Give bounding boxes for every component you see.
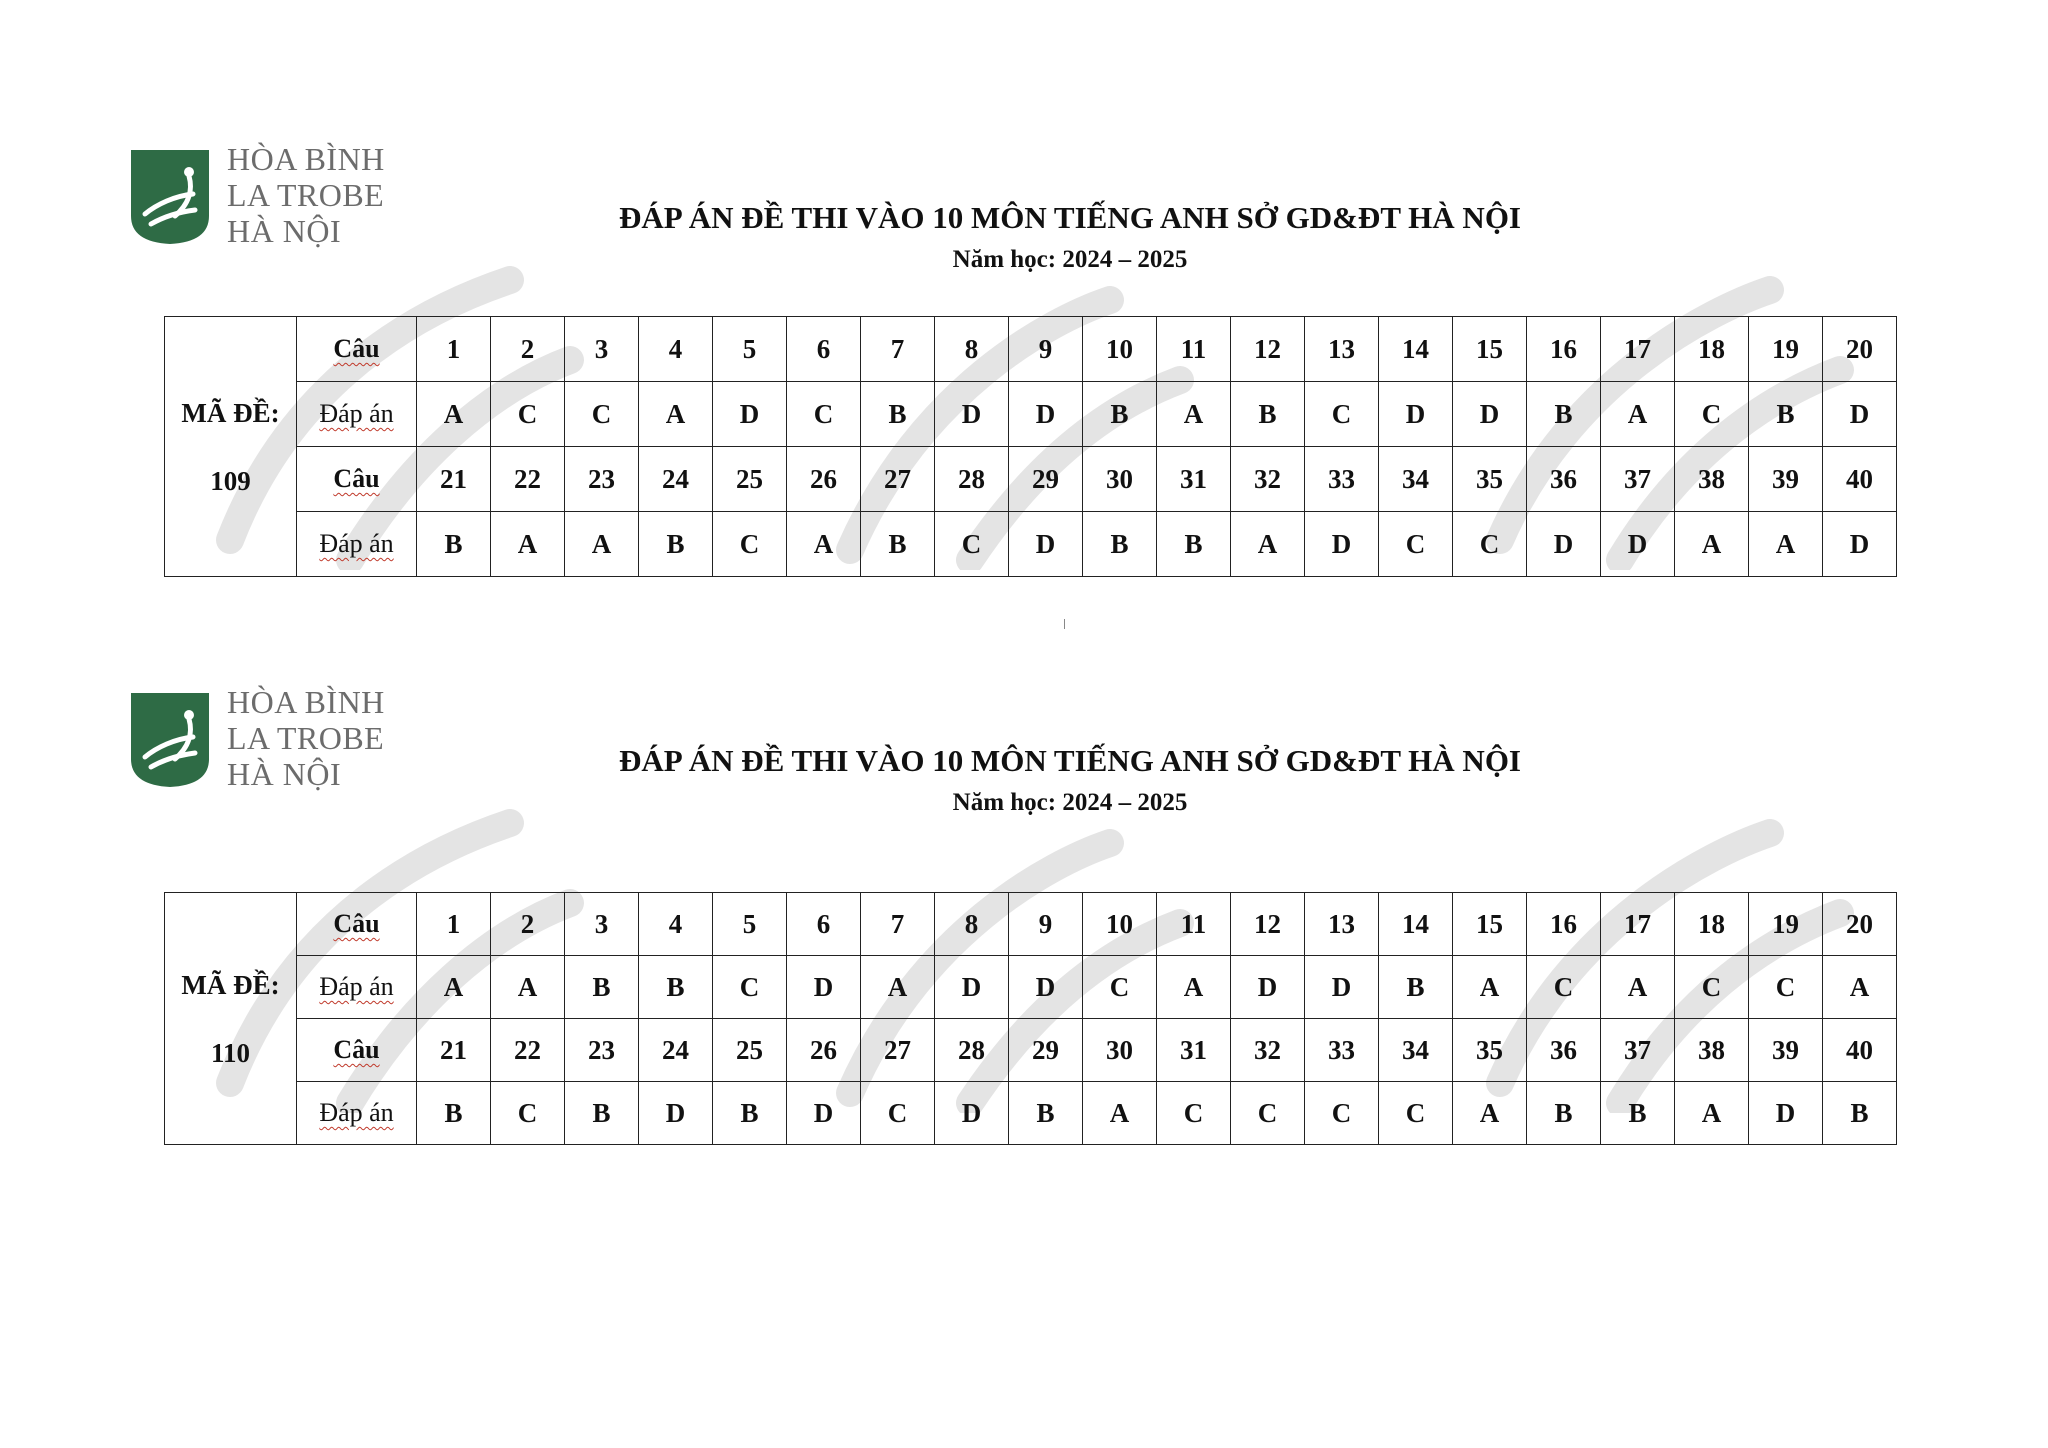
answer-cell: C: [565, 382, 639, 447]
answer-table: [164, 892, 1897, 1145]
logo-line-1: HÒA BÌNH: [227, 684, 385, 720]
question-number-cell: 31: [1157, 447, 1231, 512]
answer-cell: C: [1379, 1082, 1453, 1145]
question-number-cell: 40: [1823, 1019, 1897, 1082]
question-number-cell: 26: [787, 1019, 861, 1082]
answer-cell: D: [713, 382, 787, 447]
answer-cell: B: [639, 512, 713, 577]
answer-label-text: Đáp án: [319, 529, 394, 558]
question-number-cell: 38: [1675, 447, 1749, 512]
answer-cell: D: [1749, 1082, 1823, 1145]
answer-cell: C: [787, 382, 861, 447]
question-number-cell: 23: [565, 1019, 639, 1082]
question-number-cell: 2: [491, 893, 565, 956]
logo-line-3: HÀ NỘI: [227, 213, 342, 249]
question-label: [297, 317, 417, 382]
answer-label: [297, 1082, 417, 1145]
answer-cell: A: [1749, 512, 1823, 577]
answer-cell: A: [1453, 1082, 1527, 1145]
answer-cell: C: [1157, 1082, 1231, 1145]
answer-cell: A: [1675, 512, 1749, 577]
question-row: [165, 317, 1897, 382]
question-number-cell: 4: [639, 317, 713, 382]
answer-label-text: Đáp án: [319, 399, 394, 428]
answer-cell: A: [491, 512, 565, 577]
question-label: [297, 447, 417, 512]
answer-cell: C: [1305, 382, 1379, 447]
answer-cell: D: [935, 956, 1009, 1019]
answer-cell: C: [713, 956, 787, 1019]
answer-label: [297, 956, 417, 1019]
answer-cell: D: [639, 1082, 713, 1145]
question-number-cell: 36: [1527, 1019, 1601, 1082]
answer-cell: A: [1601, 382, 1675, 447]
answer-cell: D: [1009, 956, 1083, 1019]
question-number-cell: 8: [935, 317, 1009, 382]
answer-cell: A: [861, 956, 935, 1019]
question-number-cell: 18: [1675, 317, 1749, 382]
answer-cell: D: [1453, 382, 1527, 447]
answer-row: [165, 956, 1897, 1019]
document-title: ĐÁP ÁN ĐỀ THI VÀO 10 MÔN TIẾNG ANH SỞ GD&ĐT HÀ NỘI: [619, 200, 1521, 235]
answer-cell: B: [1231, 382, 1305, 447]
answer-cell: B: [417, 512, 491, 577]
question-number-cell: 39: [1749, 447, 1823, 512]
logo-line-2: LA TROBE: [227, 720, 385, 756]
question-number-cell: 5: [713, 317, 787, 382]
answer-cell: C: [491, 382, 565, 447]
question-number-cell: 40: [1823, 447, 1897, 512]
question-number-cell: 39: [1749, 1019, 1823, 1082]
answer-cell: D: [1823, 512, 1897, 577]
question-number-cell: 16: [1527, 893, 1601, 956]
answer-cell: B: [1749, 382, 1823, 447]
answer-cell: B: [1527, 382, 1601, 447]
document-title: ĐÁP ÁN ĐỀ THI VÀO 10 MÔN TIẾNG ANH SỞ GD&ĐT HÀ NỘI: [619, 743, 1521, 778]
answer-cell: C: [861, 1082, 935, 1145]
answer-label-text: Đáp án: [319, 972, 394, 1001]
exam-code-number: 110: [210, 1037, 250, 1068]
question-number-cell: 22: [491, 447, 565, 512]
answer-row: [165, 1082, 1897, 1145]
answer-cell: B: [1083, 382, 1157, 447]
question-number-cell: 15: [1453, 893, 1527, 956]
question-number-cell: 11: [1157, 317, 1231, 382]
question-number-cell: 3: [565, 317, 639, 382]
question-number-cell: 12: [1231, 893, 1305, 956]
logo-line-1: HÒA BÌNH: [227, 141, 385, 177]
exam-code-cell: [165, 893, 297, 1145]
question-number-cell: 28: [935, 1019, 1009, 1082]
answer-cell: B: [565, 956, 639, 1019]
question-number-cell: 17: [1601, 317, 1675, 382]
question-number-cell: 20: [1823, 893, 1897, 956]
question-number-cell: 16: [1527, 317, 1601, 382]
question-number-cell: 29: [1009, 1019, 1083, 1082]
answer-table: [164, 316, 1897, 577]
answer-cell: D: [1305, 956, 1379, 1019]
question-number-cell: 9: [1009, 893, 1083, 956]
question-number-cell: 18: [1675, 893, 1749, 956]
answer-cell: B: [417, 1082, 491, 1145]
question-number-cell: 11: [1157, 893, 1231, 956]
answer-cell: C: [713, 512, 787, 577]
answer-cell: D: [1527, 512, 1601, 577]
answer-cell: B: [861, 512, 935, 577]
question-label-text: Câu: [333, 464, 380, 493]
answer-cell: B: [1527, 1082, 1601, 1145]
answer-cell: A: [1157, 382, 1231, 447]
question-number-cell: 35: [1453, 447, 1527, 512]
answer-cell: C: [1527, 956, 1601, 1019]
answer-cell: C: [1305, 1082, 1379, 1145]
question-number-cell: 36: [1527, 447, 1601, 512]
question-number-cell: 15: [1453, 317, 1527, 382]
question-number-cell: 21: [417, 1019, 491, 1082]
question-number-cell: 19: [1749, 317, 1823, 382]
question-number-cell: 3: [565, 893, 639, 956]
question-number-cell: 28: [935, 447, 1009, 512]
school-year: Năm học: 2024 – 2025: [952, 789, 1188, 816]
answer-cell: D: [1379, 382, 1453, 447]
question-number-cell: 10: [1083, 893, 1157, 956]
question-number-cell: 5: [713, 893, 787, 956]
answer-cell: D: [935, 382, 1009, 447]
answer-label: [297, 512, 417, 577]
question-number-cell: 7: [861, 317, 935, 382]
answer-cell: A: [417, 382, 491, 447]
answer-cell: B: [1823, 1082, 1897, 1145]
answer-cell: C: [1675, 956, 1749, 1019]
question-number-cell: 33: [1305, 447, 1379, 512]
answer-cell: B: [1083, 512, 1157, 577]
question-number-cell: 35: [1453, 1019, 1527, 1082]
question-number-cell: 32: [1231, 1019, 1305, 1082]
answer-cell: B: [1157, 512, 1231, 577]
answer-cell: D: [1305, 512, 1379, 577]
answer-cell: B: [1379, 956, 1453, 1019]
question-row: [165, 447, 1897, 512]
question-number-cell: 38: [1675, 1019, 1749, 1082]
question-number-cell: 14: [1379, 893, 1453, 956]
question-number-cell: 19: [1749, 893, 1823, 956]
question-number-cell: 6: [787, 317, 861, 382]
answer-cell: A: [1083, 1082, 1157, 1145]
question-label-text: Câu: [333, 334, 380, 363]
answer-cell: B: [1601, 1082, 1675, 1145]
question-number-cell: 27: [861, 447, 935, 512]
question-number-cell: 17: [1601, 893, 1675, 956]
answer-cell: A: [1601, 956, 1675, 1019]
question-number-cell: 1: [417, 893, 491, 956]
question-number-cell: 29: [1009, 447, 1083, 512]
school-year: Năm học: 2024 – 2025: [952, 246, 1188, 273]
question-number-cell: 25: [713, 447, 787, 512]
question-number-cell: 30: [1083, 447, 1157, 512]
question-number-cell: 14: [1379, 317, 1453, 382]
question-number-cell: 37: [1601, 1019, 1675, 1082]
answer-cell: A: [639, 382, 713, 447]
exam-code-number: 109: [210, 465, 251, 496]
question-number-cell: 24: [639, 447, 713, 512]
question-number-cell: 31: [1157, 1019, 1231, 1082]
answer-cell: D: [1231, 956, 1305, 1019]
question-number-cell: 21: [417, 447, 491, 512]
question-number-cell: 13: [1305, 317, 1379, 382]
answer-cell: C: [1379, 512, 1453, 577]
answer-row: [165, 382, 1897, 447]
answer-cell: D: [787, 956, 861, 1019]
question-number-cell: 1: [417, 317, 491, 382]
question-number-cell: 34: [1379, 447, 1453, 512]
question-label: [297, 1019, 417, 1082]
answer-cell: B: [1009, 1082, 1083, 1145]
answer-row: [165, 512, 1897, 577]
question-number-cell: 6: [787, 893, 861, 956]
answer-label-text: Đáp án: [319, 1098, 394, 1127]
answer-cell: A: [1675, 1082, 1749, 1145]
question-row: [165, 1019, 1897, 1082]
question-number-cell: 37: [1601, 447, 1675, 512]
answer-cell: C: [1083, 956, 1157, 1019]
answer-cell: A: [787, 512, 861, 577]
answer-cell: A: [491, 956, 565, 1019]
answer-cell: A: [1823, 956, 1897, 1019]
question-number-cell: 30: [1083, 1019, 1157, 1082]
question-number-cell: 24: [639, 1019, 713, 1082]
answer-cell: B: [713, 1082, 787, 1145]
answer-cell: C: [1749, 956, 1823, 1019]
answer-cell: C: [935, 512, 1009, 577]
answer-cell: D: [935, 1082, 1009, 1145]
answer-cell: A: [1453, 956, 1527, 1019]
question-number-cell: 26: [787, 447, 861, 512]
answer-cell: D: [787, 1082, 861, 1145]
question-number-cell: 2: [491, 317, 565, 382]
question-number-cell: 20: [1823, 317, 1897, 382]
answer-cell: B: [565, 1082, 639, 1145]
answer-cell: D: [1601, 512, 1675, 577]
question-row: [165, 893, 1897, 956]
question-number-cell: 8: [935, 893, 1009, 956]
question-label-text: Câu: [333, 1035, 380, 1064]
logo-line-3: HÀ NỘI: [227, 756, 342, 792]
answer-cell: C: [491, 1082, 565, 1145]
logo-line-2: LA TROBE: [227, 177, 385, 213]
answer-cell: C: [1453, 512, 1527, 577]
exam-code-label: MÃ ĐỀ:: [181, 969, 280, 1000]
question-number-cell: 9: [1009, 317, 1083, 382]
answer-label: [297, 382, 417, 447]
answer-cell: D: [1009, 512, 1083, 577]
question-number-cell: 4: [639, 893, 713, 956]
question-number-cell: 25: [713, 1019, 787, 1082]
answer-cell: D: [1823, 382, 1897, 447]
answer-cell: A: [1157, 956, 1231, 1019]
question-number-cell: 23: [565, 447, 639, 512]
answer-cell: A: [1231, 512, 1305, 577]
answer-cell: B: [639, 956, 713, 1019]
question-number-cell: 12: [1231, 317, 1305, 382]
question-number-cell: 10: [1083, 317, 1157, 382]
exam-code-cell: [165, 317, 297, 577]
question-number-cell: 13: [1305, 893, 1379, 956]
question-number-cell: 33: [1305, 1019, 1379, 1082]
question-number-cell: 7: [861, 893, 935, 956]
question-label-text: Câu: [333, 909, 380, 938]
answer-cell: A: [565, 512, 639, 577]
answer-cell: A: [417, 956, 491, 1019]
question-number-cell: 22: [491, 1019, 565, 1082]
question-number-cell: 27: [861, 1019, 935, 1082]
answer-cell: C: [1675, 382, 1749, 447]
page-divider-mark: [1064, 619, 1065, 629]
answer-cell: D: [1009, 382, 1083, 447]
answer-cell: C: [1231, 1082, 1305, 1145]
question-number-cell: 34: [1379, 1019, 1453, 1082]
exam-code-label: MÃ ĐỀ:: [181, 397, 280, 428]
question-label: [297, 893, 417, 956]
question-number-cell: 32: [1231, 447, 1305, 512]
answer-cell: B: [861, 382, 935, 447]
